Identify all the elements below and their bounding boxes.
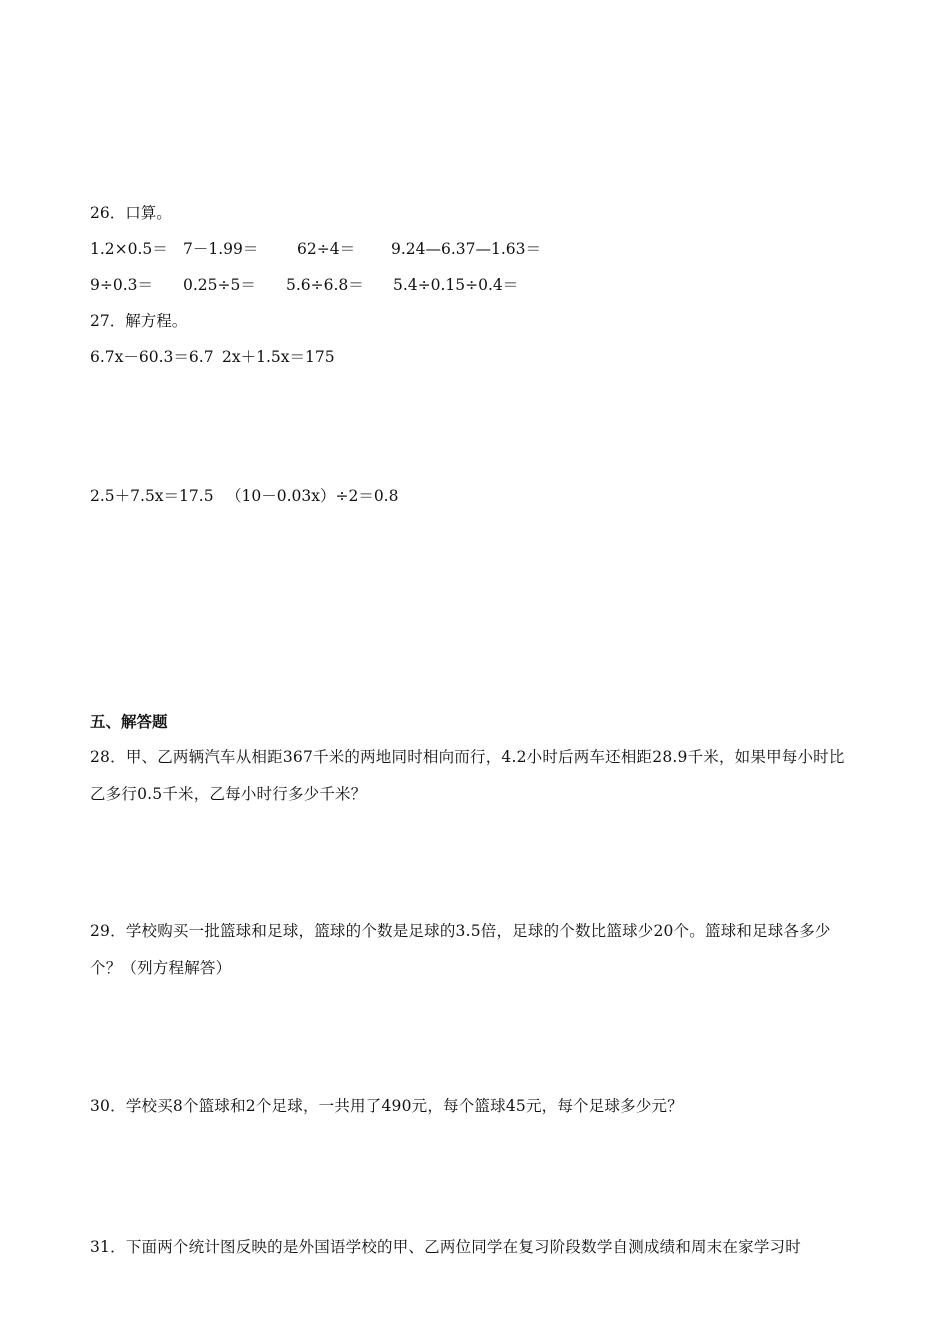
q26-item-8: 5.4÷0.15÷0.4＝ <box>393 276 519 294</box>
q31-text: 31．下面两个统计图反映的是外国语学校的甲、乙两位同学在复习阶段数学自测成绩和周末在家学习时 <box>90 1238 801 1256</box>
q26-item-4: 9.24—6.37—1.63＝ <box>391 240 542 258</box>
q26-item-3: 62÷4＝ <box>297 240 356 258</box>
q26-item-2: 7－1.99＝ <box>183 240 259 258</box>
q27-equation-3: 2.5＋7.5x＝17.5 <box>90 487 214 505</box>
q27-title: 27．解方程。 <box>90 312 188 330</box>
q27-equation-4: （10－0.03x）÷2＝0.8 <box>226 487 399 505</box>
q26-item-6: 0.25÷5＝ <box>183 276 256 294</box>
q29-text: 29．学校购买一批篮球和足球，篮球的个数是足球的3.5倍，足球的个数比篮球少20个。篮球和足球各多少个？（列方程解答） <box>90 922 831 977</box>
section-heading: 五、解答题 <box>90 713 168 731</box>
q26-title: 26．口算。 <box>90 204 172 222</box>
q26-item-1: 1.2×0.5＝ <box>90 240 168 258</box>
q27-equation-2: 2x＋1.5x＝175 <box>222 348 335 366</box>
q26-item-5: 9÷0.3＝ <box>90 276 153 294</box>
q27-equation-1: 6.7x－60.3＝6.7 <box>90 348 214 366</box>
q30-text: 30．学校买8个篮球和2个足球，一共用了490元，每个篮球45元，每个足球多少元？ <box>90 1097 683 1115</box>
q28-text: 28．甲、乙两辆汽车从相距367千米的两地同时相向而行，4.2小时后两车还相距28.9千米，如果甲每小时比乙多行0.5千米，乙每小时行多少千米？ <box>90 748 845 803</box>
q26-item-7: 5.6÷6.8＝ <box>286 276 364 294</box>
